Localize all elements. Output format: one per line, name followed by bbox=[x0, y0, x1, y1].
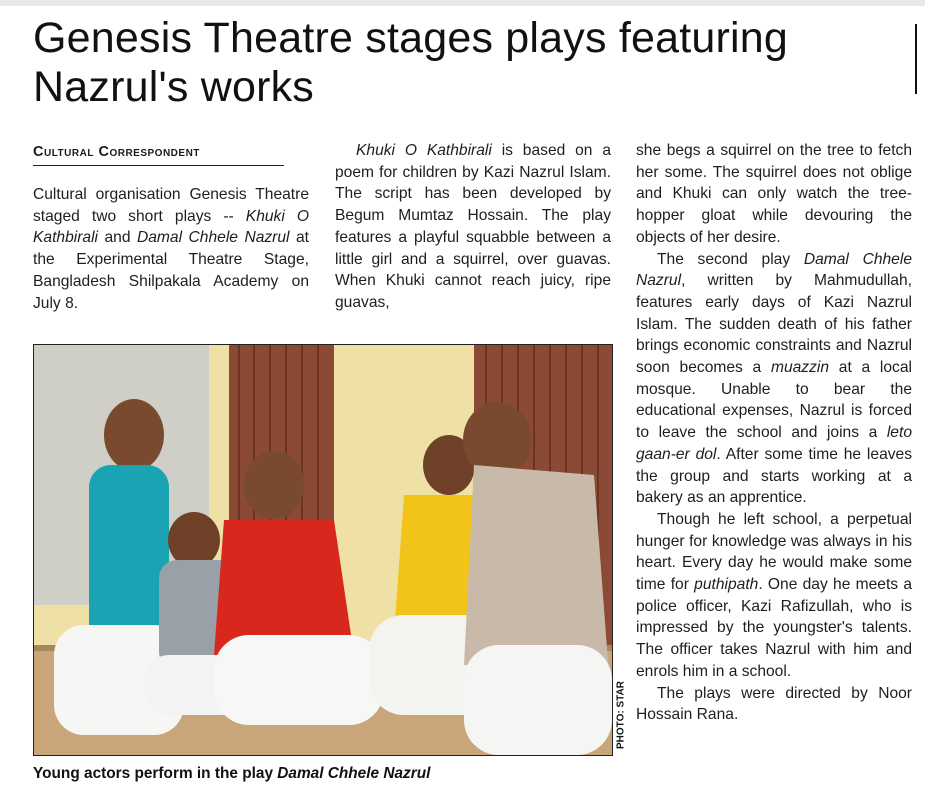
play-title: Damal Chhele Nazrul bbox=[137, 229, 290, 247]
play-title: Khuki O Kathbirali bbox=[33, 207, 309, 247]
text-run: The second play bbox=[657, 250, 804, 268]
caption-text: Young actors perform in the play bbox=[33, 765, 278, 782]
byline: Cultural Correspondent bbox=[33, 144, 284, 166]
text-run: Though he left school, a perpetual hunger for knowledge was always in his heart. Every day he would make some time for bbox=[636, 510, 912, 594]
text-run: at a local mosque. Unable to bear the educational expenses, Nazrul is forced to leave the school and joins a bbox=[636, 359, 912, 442]
play-title: Damal Chhele Nazrul bbox=[636, 250, 912, 290]
paragraph-second-play bbox=[636, 249, 912, 509]
text-run: . After some time he leaves the group and starts working at a bakery as an apprentice. bbox=[636, 445, 913, 507]
caption-play-title: Damal Chhele Nazrul bbox=[277, 765, 431, 782]
italic-term: muazzin bbox=[770, 359, 830, 377]
paragraph-intro bbox=[33, 184, 309, 314]
paragraph-first-play bbox=[335, 140, 611, 314]
top-strip bbox=[0, 0, 925, 6]
photo-caption bbox=[33, 765, 611, 783]
headline: Genesis Theatre stages plays featuring Nazrul's works bbox=[33, 14, 788, 111]
paragraph-director: The plays were directed by Noor Hossain Rana. bbox=[636, 684, 912, 724]
text-run: and bbox=[98, 229, 137, 247]
stage-photo bbox=[33, 344, 613, 756]
paragraph-hunger-for-knowledge bbox=[636, 509, 912, 683]
italic-term: leto gaan-er dol bbox=[636, 424, 912, 463]
text-run: at the Experimental Theatre Stage, Bangladesh Shilpakala Academy on July 8. bbox=[33, 229, 310, 312]
column-2 bbox=[335, 140, 611, 314]
text-run: , written by Mahmudullah, features early days of Kazi Nazrul Islam. The sudden death of his father brings economic constraints and Nazrul soon becomes a bbox=[636, 272, 912, 377]
headline-rule bbox=[915, 24, 917, 94]
paragraph-first-play-continued: she begs a squirrel on the tree to fetch her some. The squirrel does not oblige and Khuki can only watch the tree-hopper gloat while devouring the objects of her desire. bbox=[636, 142, 912, 246]
column-1 bbox=[33, 184, 309, 314]
italic-term: puthipath bbox=[694, 576, 759, 594]
photo-credit bbox=[612, 670, 630, 760]
play-title: Khuki O Kathbirali bbox=[356, 142, 492, 159]
text-run: is based on a poem for children by Kazi Nazrul Islam. The script has been developed by Begum Mumtaz Hossain. The play features a playful squabble between a little girl and a squirrel, over guavas. When Khuki cannot reach juicy, ripe guavas, bbox=[335, 142, 611, 311]
text-run: Cultural organisation Genesis Theatre staged two short plays -- bbox=[33, 186, 309, 225]
photo-credit-text: PHOTO: STAR bbox=[615, 681, 627, 749]
column-3 bbox=[636, 140, 912, 726]
text-run: . One day he meets a police officer, Kazi Rafizullah, who is impressed by the youngster's talents. The officer takes Nazrul with him and enrols him in a school. bbox=[636, 576, 912, 680]
